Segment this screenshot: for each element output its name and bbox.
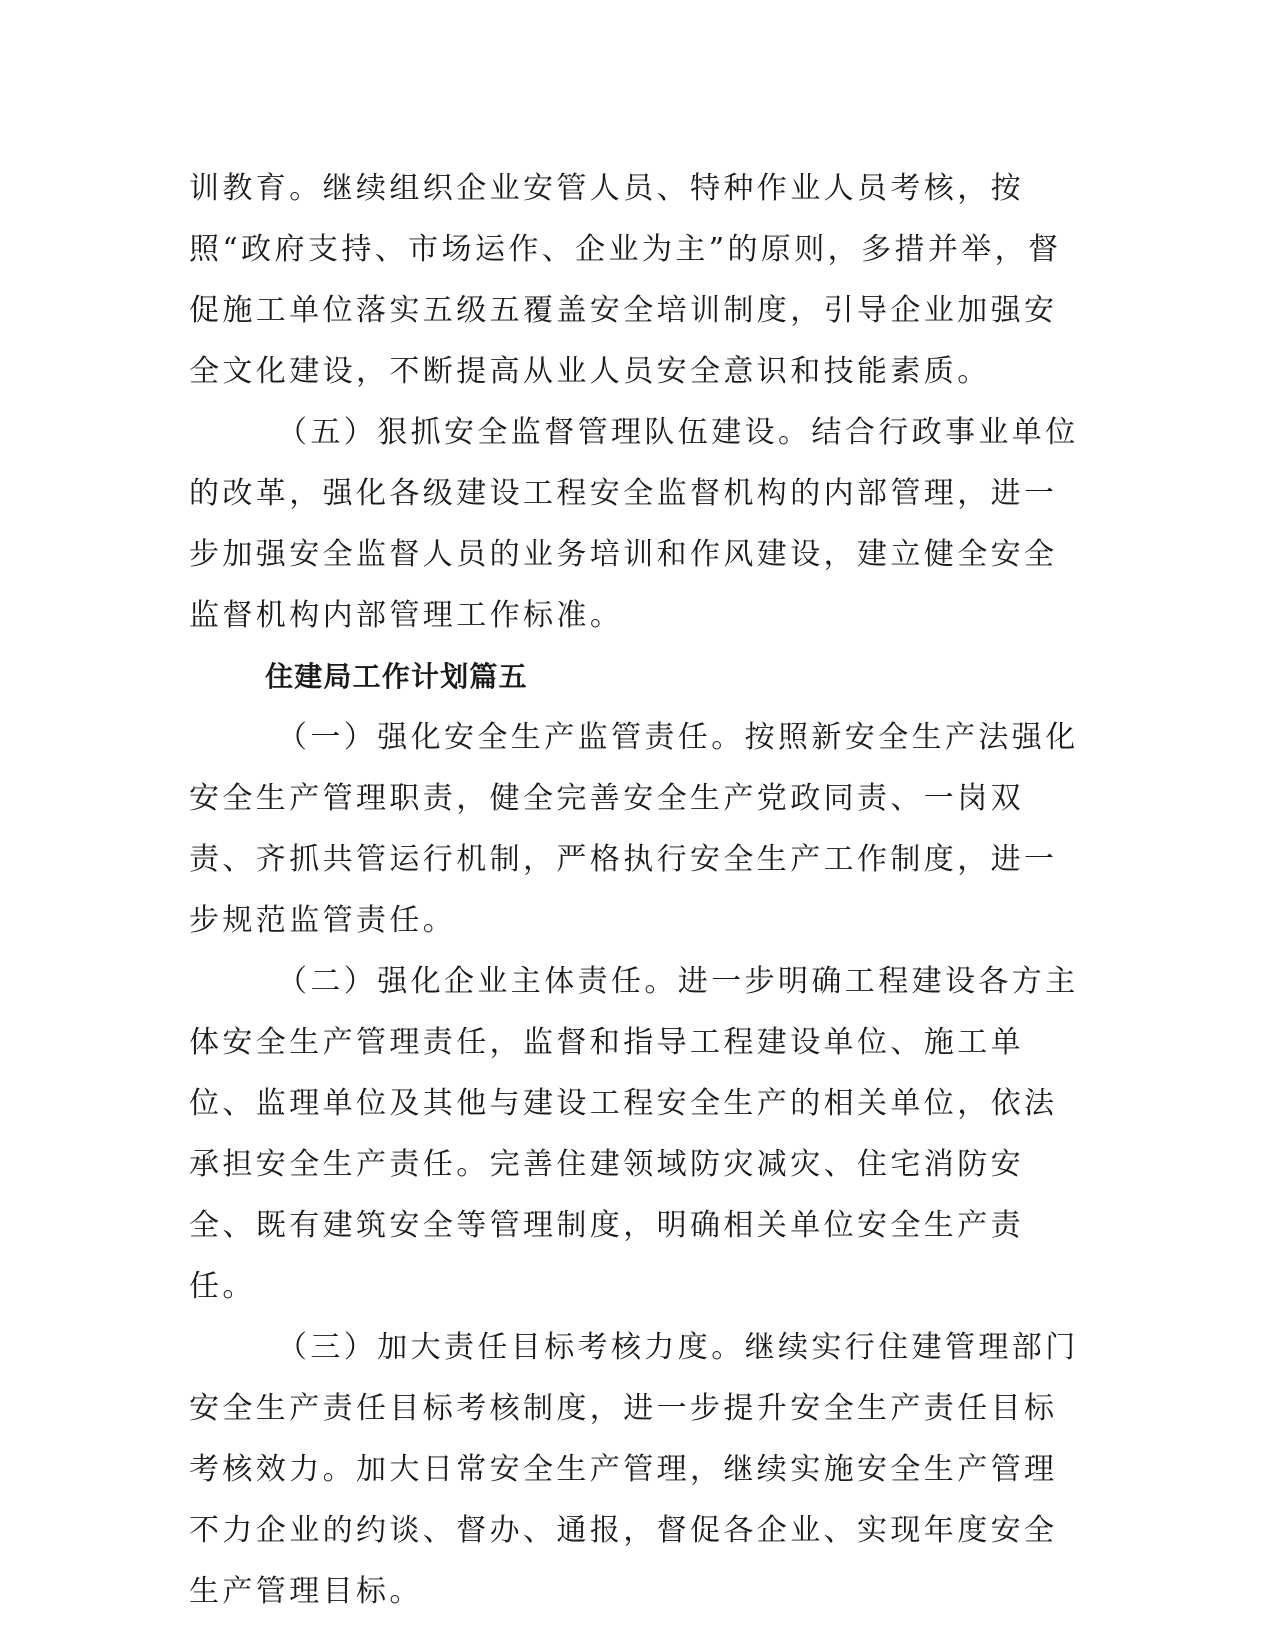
line: 管理职责，健全完善安全生产党政同责、一岗双责、齐抓共管运行机 (189, 781, 1025, 877)
line: （五）狠抓安全监督管理队伍建设。结合行政事业单位的改革， (189, 415, 1079, 511)
line: 制，严格执行安全生产工作制度，进一步规范监管责任。 (189, 842, 1058, 938)
line: 强化各级建设工程安全监督机构的内部管理，进一步加强安全监督人 (189, 476, 1058, 572)
paragraph-item-5 (189, 402, 1089, 646)
line: 报，督促各企业、实现年度安全生产管理目标。 (189, 1513, 1058, 1609)
line: （三）加大责任目标考核力度。继续实行住建管理部门安全生产 (189, 1330, 1079, 1426)
line: 训教育。继续组织企业安管人员、特种作业人员考核，按照“政府支持 (189, 171, 1024, 267)
line: 、市场运作、企业为主”的原则，多措并举，督促施工单位落实五级五 (189, 232, 1062, 328)
line: 安全意识和技能素质。 (656, 354, 991, 389)
line: （一）强化安全生产监管责任。按照新安全生产法强化安全生产 (189, 720, 1079, 816)
line: 员的业务培训和作风建设，建立健全安全监督机构内部管理工作标准 (189, 537, 1058, 633)
section-heading: 住建局工作计划篇五 (265, 660, 528, 693)
line: 与建设工程安全生产的相关单位，依法承担安全生产责任。完善住建 (189, 1086, 1058, 1182)
line: 产管理责任，监督和指导工程建设单位、施工单位、监理单位及其他 (189, 1025, 1025, 1121)
paragraph-item-1 (189, 707, 1089, 951)
line: 覆盖安全培训制度，引导企业加强安全文化建设，不断提高从业人员 (189, 293, 1058, 389)
paragraph-item-2 (189, 951, 1089, 1317)
line: 。 (589, 598, 624, 633)
document-body (189, 158, 1089, 1622)
line: 常安全生产管理，继续实施安全生产管理不力企业的约谈、督办、通 (189, 1452, 1058, 1548)
paragraph-item-3 (189, 1317, 1089, 1622)
paragraph-training-continued (189, 158, 1089, 402)
line: （二）强化企业主体责任。进一步明确工程建设各方主体安全生 (189, 964, 1079, 1060)
line: 单位安全生产责任。 (189, 1208, 1025, 1304)
line: 责任目标考核制度，进一步提升安全生产责任目标考核效力。加大日 (189, 1391, 1058, 1487)
line: 领域防灾减灾、住宅消防安全、既有建筑安全等管理制度，明确相关 (189, 1147, 1025, 1243)
